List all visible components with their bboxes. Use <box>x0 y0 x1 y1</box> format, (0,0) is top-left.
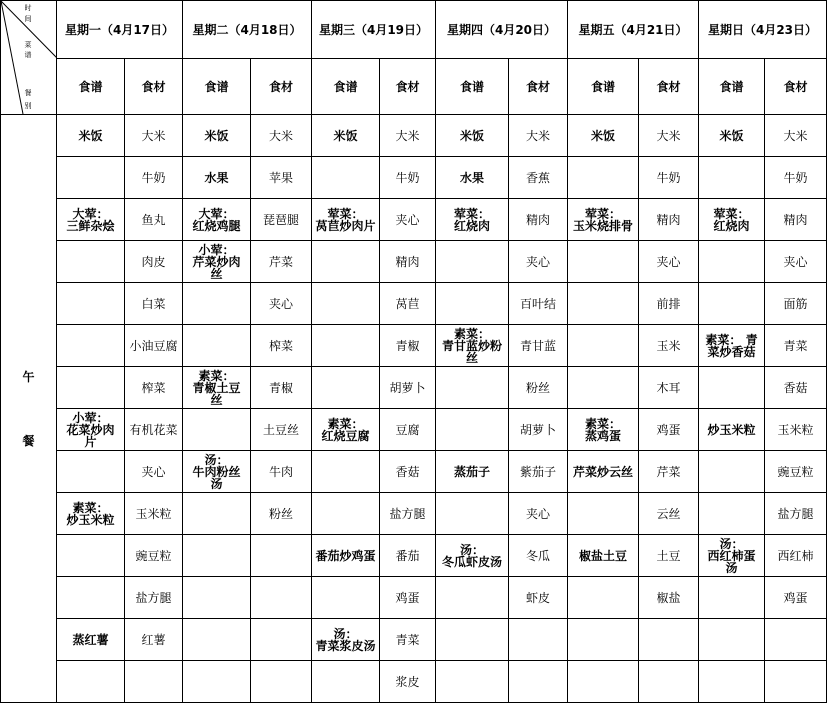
ingredient-cell: 盐方腿 <box>125 577 183 619</box>
ingredient-cell: 椒盐 <box>639 577 699 619</box>
dish-cell: 荤菜： 红烧肉 <box>436 199 509 241</box>
corner-time-char-2: 间 <box>24 15 32 23</box>
day-header-wednesday: 星期三（4月19日） <box>312 1 436 59</box>
ingredient-cell: 芹菜 <box>639 451 699 493</box>
dish-cell: 水果 <box>183 157 251 199</box>
dish-cell <box>699 661 765 703</box>
dish-cell <box>57 661 125 703</box>
ingredient-column-header: 食材 <box>639 59 699 115</box>
menu-row <box>1 115 827 157</box>
dish-cell: 芹菜炒云丝 <box>568 451 639 493</box>
dish-cell <box>699 157 765 199</box>
ingredient-cell: 豌豆粒 <box>765 451 827 493</box>
dish-cell <box>312 325 380 367</box>
ingredient-cell <box>251 577 312 619</box>
dish-cell: 番茄炒鸡蛋 <box>312 535 380 577</box>
ingredient-cell <box>251 619 312 661</box>
ingredient-cell: 大米 <box>125 115 183 157</box>
dish-cell <box>568 661 639 703</box>
menu-row <box>1 661 827 703</box>
dish-cell <box>699 367 765 409</box>
dish-cell: 米饭 <box>436 115 509 157</box>
dish-cell <box>183 661 251 703</box>
dish-cell <box>57 451 125 493</box>
day-header-tuesday: 星期二（4月18日） <box>183 1 312 59</box>
menu-row <box>1 493 827 535</box>
dish-cell: 汤： 冬瓜虾皮汤 <box>436 535 509 577</box>
dish-cell <box>568 493 639 535</box>
ingredient-cell: 牛奶 <box>125 157 183 199</box>
day-header-monday: 星期一（4月17日） <box>57 1 183 59</box>
day-header-thursday: 星期四（4月20日） <box>436 1 568 59</box>
dish-cell: 炒玉米粒 <box>699 409 765 451</box>
menu-row <box>1 451 827 493</box>
ingredient-cell: 前排 <box>639 283 699 325</box>
ingredient-cell: 鸡蛋 <box>380 577 436 619</box>
dish-cell: 小荤： 芹菜炒肉 丝 <box>183 241 251 283</box>
ingredient-column-header: 食材 <box>251 59 312 115</box>
dish-cell <box>183 283 251 325</box>
corner-time-char-1: 时 <box>24 4 32 12</box>
ingredient-cell: 小油豆腐 <box>125 325 183 367</box>
dish-cell <box>568 241 639 283</box>
dish-cell <box>436 283 509 325</box>
dish-cell <box>183 493 251 535</box>
ingredient-cell: 浆皮 <box>380 661 436 703</box>
dish-cell <box>312 451 380 493</box>
ingredient-cell: 盐方腿 <box>380 493 436 535</box>
dish-cell <box>57 325 125 367</box>
menu-row <box>1 157 827 199</box>
dish-cell <box>57 535 125 577</box>
ingredient-cell: 有机花菜 <box>125 409 183 451</box>
ingredient-column-header: 食材 <box>125 59 183 115</box>
ingredient-cell: 鸡蛋 <box>639 409 699 451</box>
dish-cell: 汤： 青菜浆皮汤 <box>312 619 380 661</box>
dish-cell: 素菜： 红烧豆腐 <box>312 409 380 451</box>
dish-cell: 素菜： 青 菜炒香菇 <box>699 325 765 367</box>
ingredient-cell: 牛奶 <box>639 157 699 199</box>
dish-column-header: 食谱 <box>699 59 765 115</box>
dish-cell <box>699 241 765 283</box>
ingredient-cell: 土豆丝 <box>251 409 312 451</box>
menu-row <box>1 199 827 241</box>
ingredient-cell <box>765 661 827 703</box>
ingredient-cell: 豌豆粒 <box>125 535 183 577</box>
dish-cell: 素菜： 蒸鸡蛋 <box>568 409 639 451</box>
ingredient-cell: 土豆 <box>639 535 699 577</box>
dish-cell <box>568 577 639 619</box>
ingredient-cell: 豆腐 <box>380 409 436 451</box>
dish-cell <box>57 241 125 283</box>
ingredient-cell: 胡萝卜 <box>509 409 568 451</box>
dish-cell <box>436 661 509 703</box>
ingredient-cell: 青菜 <box>765 325 827 367</box>
corner-meal-char-2: 别 <box>24 102 32 110</box>
ingredient-cell: 精肉 <box>380 241 436 283</box>
ingredient-cell: 木耳 <box>639 367 699 409</box>
dish-cell: 素菜： 青椒土豆 丝 <box>183 367 251 409</box>
ingredient-cell: 莴苣 <box>380 283 436 325</box>
ingredient-cell: 青椒 <box>251 367 312 409</box>
dish-cell <box>312 241 380 283</box>
ingredient-cell: 玉米粒 <box>765 409 827 451</box>
dish-cell <box>312 493 380 535</box>
ingredient-column-header: 食材 <box>509 59 568 115</box>
dish-cell <box>436 409 509 451</box>
menu-row <box>1 535 827 577</box>
ingredient-cell: 精肉 <box>509 199 568 241</box>
ingredient-cell: 虾皮 <box>509 577 568 619</box>
dish-cell <box>699 451 765 493</box>
day-header-sunday: 星期日（4月23日） <box>699 1 827 59</box>
dish-column-header: 食谱 <box>436 59 509 115</box>
ingredient-cell: 胡萝卜 <box>380 367 436 409</box>
ingredient-cell: 大米 <box>639 115 699 157</box>
meal-label-char: 餐 <box>22 433 35 448</box>
day-header-friday: 星期五（4月21日） <box>568 1 699 59</box>
ingredient-cell <box>639 661 699 703</box>
ingredient-cell: 粉丝 <box>251 493 312 535</box>
ingredient-cell: 夹心 <box>509 493 568 535</box>
ingredient-cell: 百叶结 <box>509 283 568 325</box>
ingredient-cell <box>125 661 183 703</box>
dish-cell: 素菜： 青甘蓝炒粉 丝 <box>436 325 509 367</box>
ingredient-cell <box>639 619 699 661</box>
ingredient-cell <box>251 661 312 703</box>
ingredient-cell: 青甘蓝 <box>509 325 568 367</box>
corner-dish-char-2: 谱 <box>24 51 32 59</box>
dish-cell <box>436 577 509 619</box>
dish-cell: 米饭 <box>568 115 639 157</box>
ingredient-cell: 香菇 <box>380 451 436 493</box>
ingredient-cell <box>251 535 312 577</box>
dish-cell <box>57 367 125 409</box>
dish-cell <box>568 283 639 325</box>
corner-dish-char-1: 菜 <box>24 41 32 49</box>
ingredient-cell: 玉米 <box>639 325 699 367</box>
menu-row <box>1 283 827 325</box>
dish-cell <box>183 619 251 661</box>
dish-cell <box>568 157 639 199</box>
dish-cell <box>57 157 125 199</box>
menu-row <box>1 409 827 451</box>
menu-row <box>1 619 827 661</box>
dish-cell: 蒸红薯 <box>57 619 125 661</box>
menu-row <box>1 367 827 409</box>
ingredient-cell <box>509 619 568 661</box>
ingredient-cell: 大米 <box>509 115 568 157</box>
ingredient-cell: 夹心 <box>639 241 699 283</box>
dish-cell: 荤菜： 红烧肉 <box>699 199 765 241</box>
ingredient-cell: 夹心 <box>251 283 312 325</box>
ingredient-column-header: 食材 <box>380 59 436 115</box>
ingredient-cell: 玉米粒 <box>125 493 183 535</box>
dish-cell <box>183 409 251 451</box>
dish-cell <box>568 619 639 661</box>
dish-column-header: 食谱 <box>568 59 639 115</box>
meal-label-char: 午 <box>22 369 35 384</box>
ingredient-cell: 大米 <box>380 115 436 157</box>
ingredient-cell: 苹果 <box>251 157 312 199</box>
ingredient-cell: 粉丝 <box>509 367 568 409</box>
dish-column-header: 食谱 <box>57 59 125 115</box>
ingredient-cell: 青菜 <box>380 619 436 661</box>
ingredient-cell <box>765 619 827 661</box>
menu-row <box>1 241 827 283</box>
dish-cell <box>436 241 509 283</box>
dish-cell <box>312 577 380 619</box>
dish-cell: 大荤： 三鲜杂烩 <box>57 199 125 241</box>
dish-cell <box>312 367 380 409</box>
ingredient-cell: 香菇 <box>765 367 827 409</box>
ingredient-cell: 鸡蛋 <box>765 577 827 619</box>
dish-cell: 素菜： 炒玉米粒 <box>57 493 125 535</box>
header-corner-cell <box>1 1 57 115</box>
menu-row <box>1 577 827 619</box>
dish-cell: 汤： 牛肉粉丝 汤 <box>183 451 251 493</box>
ingredient-cell: 白菜 <box>125 283 183 325</box>
dish-cell <box>312 283 380 325</box>
dish-cell: 水果 <box>436 157 509 199</box>
dish-cell <box>57 577 125 619</box>
ingredient-cell: 夹心 <box>125 451 183 493</box>
dish-cell: 米饭 <box>699 115 765 157</box>
dish-cell: 蒸茄子 <box>436 451 509 493</box>
ingredient-cell: 青椒 <box>380 325 436 367</box>
ingredient-cell: 牛肉 <box>251 451 312 493</box>
ingredient-cell: 西红柿 <box>765 535 827 577</box>
ingredient-cell: 夹心 <box>509 241 568 283</box>
dish-column-header: 食谱 <box>183 59 251 115</box>
ingredient-cell: 精肉 <box>639 199 699 241</box>
menu-row <box>1 325 827 367</box>
ingredient-cell: 大米 <box>251 115 312 157</box>
ingredient-cell: 榨菜 <box>125 367 183 409</box>
dish-cell: 荤菜： 玉米烧排骨 <box>568 199 639 241</box>
ingredient-cell: 云丝 <box>639 493 699 535</box>
dish-cell: 大荤： 红烧鸡腿 <box>183 199 251 241</box>
dish-cell <box>312 157 380 199</box>
dish-cell: 米饭 <box>57 115 125 157</box>
dish-cell <box>57 283 125 325</box>
ingredient-cell: 红薯 <box>125 619 183 661</box>
ingredient-cell: 榨菜 <box>251 325 312 367</box>
ingredient-cell: 精肉 <box>765 199 827 241</box>
ingredient-cell: 牛奶 <box>380 157 436 199</box>
dish-cell <box>699 493 765 535</box>
dish-cell <box>183 577 251 619</box>
dish-cell: 荤菜： 莴苣炒肉片 <box>312 199 380 241</box>
dish-column-header: 食谱 <box>312 59 380 115</box>
dish-cell: 米饭 <box>183 115 251 157</box>
dish-cell <box>699 283 765 325</box>
dish-cell <box>436 367 509 409</box>
dish-cell <box>436 493 509 535</box>
ingredient-cell: 芹菜 <box>251 241 312 283</box>
ingredient-cell: 冬瓜 <box>509 535 568 577</box>
dish-cell <box>183 325 251 367</box>
dish-cell <box>312 661 380 703</box>
dish-cell: 汤： 西红柿蛋 汤 <box>699 535 765 577</box>
dish-cell: 米饭 <box>312 115 380 157</box>
ingredient-cell: 香蕉 <box>509 157 568 199</box>
dish-cell: 小荤： 花菜炒肉 片 <box>57 409 125 451</box>
dish-cell <box>699 577 765 619</box>
dish-cell: 椒盐土豆 <box>568 535 639 577</box>
ingredient-cell: 琵琶腿 <box>251 199 312 241</box>
ingredient-column-header: 食材 <box>765 59 827 115</box>
dish-cell <box>568 367 639 409</box>
ingredient-cell: 夹心 <box>380 199 436 241</box>
meal-label-lunch <box>1 115 57 703</box>
dish-cell <box>699 619 765 661</box>
ingredient-cell: 盐方腿 <box>765 493 827 535</box>
ingredient-cell <box>509 661 568 703</box>
dish-cell <box>568 325 639 367</box>
ingredient-cell: 牛奶 <box>765 157 827 199</box>
ingredient-cell: 大米 <box>765 115 827 157</box>
corner-meal-char-1: 餐 <box>24 89 32 97</box>
ingredient-cell: 面筋 <box>765 283 827 325</box>
ingredient-cell: 番茄 <box>380 535 436 577</box>
dish-cell <box>183 535 251 577</box>
dish-cell <box>436 619 509 661</box>
ingredient-cell: 肉皮 <box>125 241 183 283</box>
ingredient-cell: 紫茄子 <box>509 451 568 493</box>
ingredient-cell: 鱼丸 <box>125 199 183 241</box>
ingredient-cell: 夹心 <box>765 241 827 283</box>
